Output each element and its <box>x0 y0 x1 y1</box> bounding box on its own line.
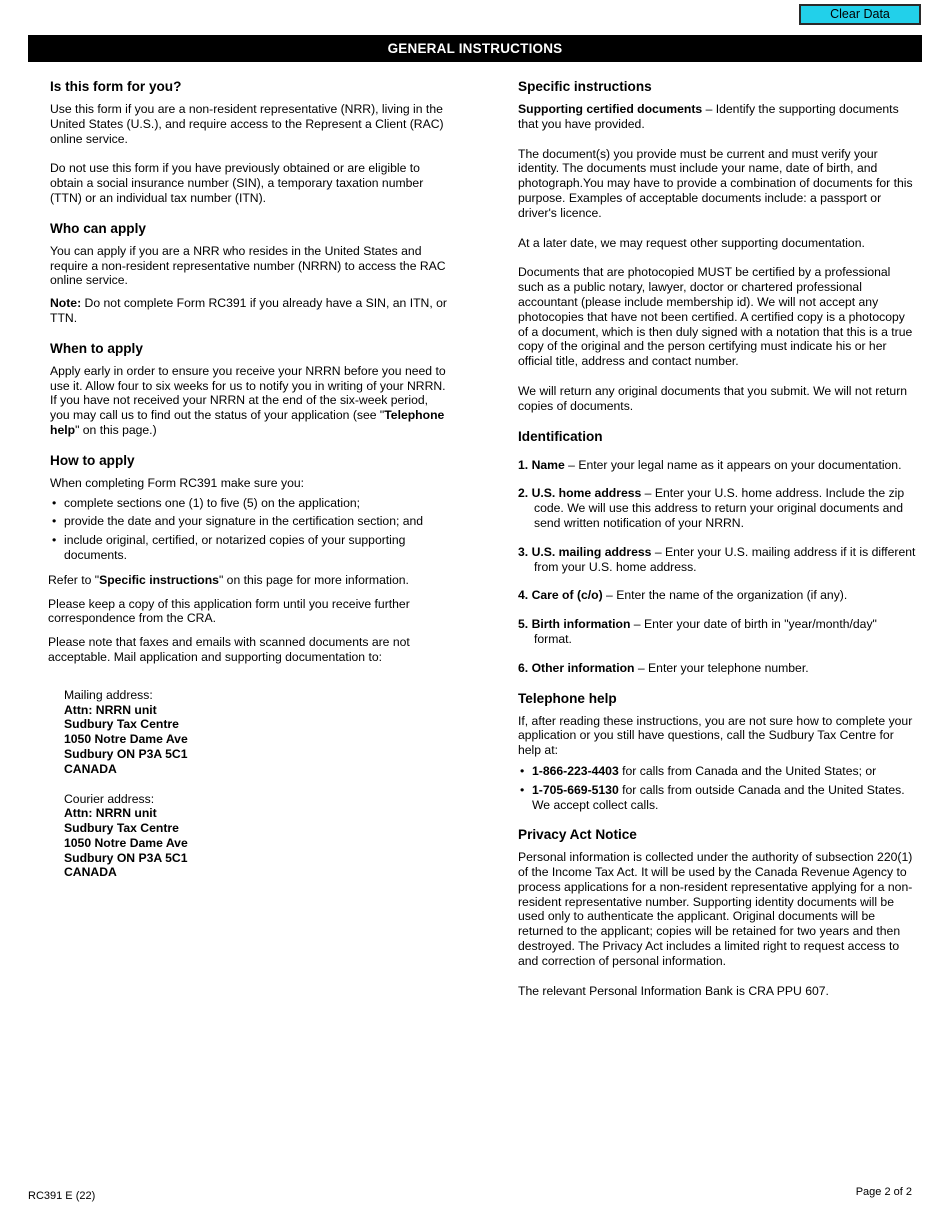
paragraph <box>50 364 450 438</box>
mailing-address-block <box>64 688 450 777</box>
paragraph: You can apply if you are a NRR who resides in the United States and require a non-resident representative number (NRRN) to access the RAC online service. <box>50 243 446 288</box>
address-line: Attn: NRRN unit <box>64 806 157 821</box>
mailing-address-label: Mailing address: <box>64 687 153 702</box>
section-identification <box>518 428 916 676</box>
section-who-can-apply <box>50 220 450 326</box>
section-heading: How to apply <box>50 452 135 468</box>
list-item <box>518 545 916 575</box>
note-text: Do not complete Form RC391 if you already have a SIN, an ITN, or TTN. <box>50 296 447 325</box>
item-number: 5. <box>518 617 529 632</box>
telephone-help-ref: Telephone help <box>50 408 445 437</box>
item-text: – Enter your date of birth in "year/month/day" format. <box>534 617 877 646</box>
item-number: 1. <box>518 457 529 472</box>
telephone-list <box>518 764 916 812</box>
paragraph: The relevant Personal Information Bank is CRA PPU 607. <box>518 983 829 998</box>
list-item <box>518 661 916 676</box>
item-number: 3. <box>518 544 529 559</box>
text: Apply early in order to ensure you receive your NRRN before you need to use it. Allow four to six weeks for us to notify you in writing of your NRRN. If you have not received your NRRN at the end of the six-week period, you may call us to find out the status of your application (see " <box>50 363 446 423</box>
list-item: • include original, certified, or notarized copies of your supporting documents. <box>50 533 450 563</box>
section-how-to-apply <box>50 452 450 665</box>
section-heading: Who can apply <box>50 220 146 236</box>
phone-desc: for calls from Canada and the United States; or <box>618 763 877 778</box>
identification-list <box>518 458 916 676</box>
address-line: Sudbury ON P3A 5C1 <box>64 746 188 761</box>
note-paragraph <box>50 296 450 326</box>
text: " on this page for more information. <box>218 572 409 587</box>
address-line: 1050 Notre Dame Ave <box>64 835 188 850</box>
list-item: • provide the date and your signature in the certification section; and <box>50 514 450 529</box>
item-number: 2. <box>518 486 529 501</box>
paragraph: We will return any original documents that you submit. We will not return copies of documents. <box>518 383 908 413</box>
item-number: 4. <box>518 588 529 603</box>
list-item: • complete sections one (1) to five (5) on the application; <box>50 496 450 511</box>
item-label: Birth information <box>531 617 631 632</box>
item-text: – Enter your telephone number. <box>634 660 809 675</box>
paragraph: Please keep a copy of this application form until you receive further correspondence from the CRA. <box>48 596 410 626</box>
section-heading: Specific instructions <box>518 79 652 94</box>
section-heading: Telephone help <box>518 690 617 706</box>
section-telephone-help <box>518 690 916 813</box>
address-line: Sudbury Tax Centre <box>64 717 179 732</box>
item-label: Care of (c/o) <box>531 588 603 603</box>
paragraph: At a later date, we may request other supporting documentation. <box>518 235 865 250</box>
paragraph: The document(s) you provide must be current and must verify your identity. The documents must include your name, date of birth, and photograph.You may have to provide a combination of documents for this purpose. Examples of acceptable documents include: a passport or driver's licence. <box>518 146 913 220</box>
address-line: CANADA <box>64 865 117 880</box>
item-label: U.S. home address <box>531 486 642 501</box>
form-identifier: RC391 E (22) <box>28 1190 96 1202</box>
section-is-this-form <box>50 78 450 206</box>
item-text: – Enter your legal name as it appears on your documentation. <box>564 457 902 472</box>
courier-address-block <box>64 792 450 881</box>
paragraph: Use this form if you are a non-resident representative (NRR), living in the United States (U.S.), and require access to the Represent a Client (RAC) online service. <box>50 102 444 146</box>
list-item <box>518 764 916 779</box>
paragraph: Please note that faxes and emails with scanned documents are not acceptable. Mail application and supporting documentation to: <box>48 635 410 664</box>
list-item <box>518 783 916 813</box>
paragraph: Do not use this form if you have previously obtained or are eligible to obtain a social insurance number (SIN), a temporary taxation number (TTN) or an individual tax number (ITN). <box>50 161 424 205</box>
list-item <box>518 486 916 530</box>
text: Refer to " <box>48 572 100 587</box>
item-number: 6. <box>518 660 529 675</box>
supporting-docs-label: Supporting certified documents <box>518 102 703 116</box>
section-heading: When to apply <box>50 340 143 356</box>
item-text: – Enter the name of the organization (if any). <box>602 588 848 603</box>
left-column <box>50 78 450 880</box>
how-to-apply-list <box>50 496 450 563</box>
right-column <box>518 78 916 998</box>
address-line: Sudbury ON P3A 5C1 <box>64 850 188 865</box>
paragraph <box>518 102 916 132</box>
specific-instructions-ref: Specific instructions <box>99 572 219 587</box>
paragraph: Documents that are photocopied MUST be certified by a professional such as a public notary, lawyer, doctor or chartered professional accountant (please include membership id). We will not accept any photocopies that have not been certified. A certified copy is a photocopy of a document, which is then duly signed with a notation that this is a true copy of the original and the person certifying must indicate his or her official title, address and contact number. <box>518 265 913 369</box>
address-line: Attn: NRRN unit <box>64 702 157 717</box>
list-item <box>518 588 916 603</box>
courier-address-label: Courier address: <box>64 791 155 806</box>
item-label: U.S. mailing address <box>531 544 652 559</box>
paragraph: When completing Form RC391 make sure you: <box>50 475 305 490</box>
section-heading: Privacy Act Notice <box>518 827 637 843</box>
item-text: – Enter your U.S. home address. Include the zip code. We will use this address to return your original documents and send written notification of your NRRN. <box>534 486 905 530</box>
general-instructions-banner: GENERAL INSTRUCTIONS <box>28 35 922 62</box>
paragraph: Personal information is collected under the authority of subsection 220(1) of the Income Tax Act. It will be used by the Canada Revenue Agency to process applications for a non-resident representative applying for a non-resident representative number. Supporting identity documents will be used only to authenticate the applicant. Original documents will be returned to the applicant; copies will be retained for two years and then destroyed. The Privacy Act includes a limited right to request access to and correction of personal information. <box>518 850 913 968</box>
phone-desc: for calls from outside Canada and the United States. We accept collect calls. <box>532 782 905 812</box>
phone-number: 1-705-669-5130 <box>532 782 619 797</box>
paragraph: If, after reading these instructions, you are not sure how to complete your application or you still have questions, call the Sudbury Tax Centre for help at: <box>518 713 913 758</box>
text: – Identify the supporting documents that you have provided. <box>518 102 899 131</box>
paragraph <box>48 573 450 588</box>
section-heading: Is this form for you? <box>50 79 182 94</box>
clear-data-button[interactable]: Clear Data <box>799 4 921 25</box>
note-label: Note: <box>50 296 82 311</box>
address-line: Sudbury Tax Centre <box>64 821 179 836</box>
address-line: CANADA <box>64 761 117 776</box>
list-item <box>518 617 916 647</box>
item-label: Other information <box>531 660 635 675</box>
page-number: Page 2 of 2 <box>855 1186 912 1198</box>
item-label: Name <box>531 457 565 472</box>
section-when-to-apply <box>50 340 450 438</box>
section-heading: Identification <box>518 428 603 444</box>
phone-number: 1-866-223-4403 <box>532 763 619 778</box>
text: " on this page.) <box>75 422 157 437</box>
section-privacy-act <box>518 826 916 998</box>
section-specific-instructions <box>518 78 916 414</box>
address-line: 1050 Notre Dame Ave <box>64 732 188 747</box>
item-text: – Enter your U.S. mailing address if it is different from your U.S. home address. <box>534 544 916 574</box>
list-item <box>518 458 916 473</box>
